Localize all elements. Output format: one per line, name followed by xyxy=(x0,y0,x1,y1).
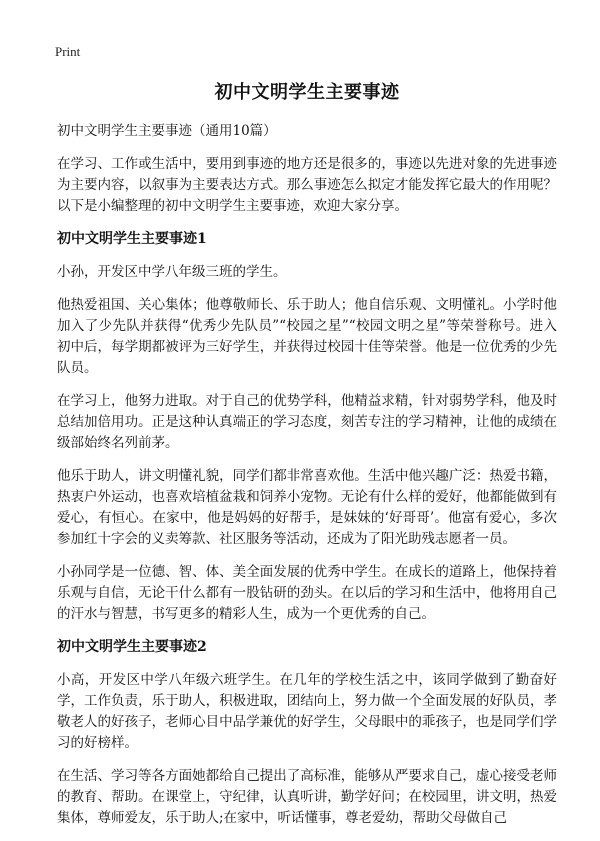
intro-paragraph: 在学习、工作或生活中，要用到事迹的地方还是很多的，事迹以先进对象的先进事迹为主要内容，以叙事为主要表达方式。那么事迹怎么拟定才能发挥它最大的作用呢？以下是小编整理的初中文明学生主要事迹，欢迎大家分享。 xyxy=(57,156,557,214)
section-1-paragraph: 他热爱祖国、关心集体；他尊敬师长、乐于助人；他自信乐观、文明懂礼。小学时他加入了少先队并获得“优秀少先队员”“校园之星”“校园文明之星”等荣誉称号。进入初中后，每学期都被评为三好学生，并获得过校园十佳等荣誉。他是一位优秀的少先队员。 xyxy=(57,297,557,376)
section-1-paragraph: 在学习上，他努力进取。对于自己的优势学科，他精益求精，针对弱势学科，他及时总结加倍用功。正是这种认真端正的学习态度，刻苦专注的学习精神，让他的成绩在级部始终名列前茅。 xyxy=(57,393,557,451)
section-2-paragraph: 小高，开发区中学八年级六班学生。在几年的学校生活之中，该同学做到了勤奋好学，工作负责，乐于助人，积极进取，团结向上，努力做一个全面发展的好队员，孝敬老人的好孩子，老师心目中品学兼优的好学生，父母眼中的乖孩子，也是同学们学习的好榜样。 xyxy=(57,672,557,751)
section-heading-2: 初中文明学生主要事迹2 xyxy=(57,639,207,655)
section-1-paragraph: 小孙，开发区中学八年级三班的学生。 xyxy=(57,264,287,280)
document-subtitle: 初中文明学生主要事迹（通用10篇） xyxy=(57,123,277,139)
page-title: 初中文明学生主要事迹 xyxy=(214,82,400,103)
section-1-paragraph: 他乐于助人，讲文明懂礼貌，同学们都非常喜欢他。生活中他兴趣广泛：热爱书籍，热衷户外运动，也喜欢培植盆栽和饲养小宠物。无论有什么样的爱好，他都能做到有爱心，有恒心。在家中，他是妈妈的好帮手，是妹妹的‘好哥哥’。他富有爱心，多次参加红十字会的义卖筹款、社区服务等活动，还成为了阳光助残志愿者一员。 xyxy=(57,468,557,547)
section-2-paragraph: 在生活、学习等各方面她都给自己提出了高标准，能够从严要求自己，虚心接受老师的教育、帮助。在课堂上，守纪律，认真听讲，勤学好问；在校园里，讲文明，热爱集体，尊师爱友，乐于助人;在家中，听话懂事，尊老爱幼，帮助父母做自己 xyxy=(57,768,557,826)
print-link[interactable]: Print xyxy=(55,44,81,59)
section-1-paragraph: 小孙同学是一位德、智、体、美全面发展的优秀中学生。在成长的道路上，他保持着乐观与自信，无论干什么都有一股钻研的劲头。在以后的学习和生活中，他将用自己的汗水与智慧，书写更多的精彩人生，成为一个更优秀的自己。 xyxy=(57,564,557,622)
document-body xyxy=(57,78,557,841)
section-heading-1: 初中文明学生主要事迹1 xyxy=(57,231,207,247)
